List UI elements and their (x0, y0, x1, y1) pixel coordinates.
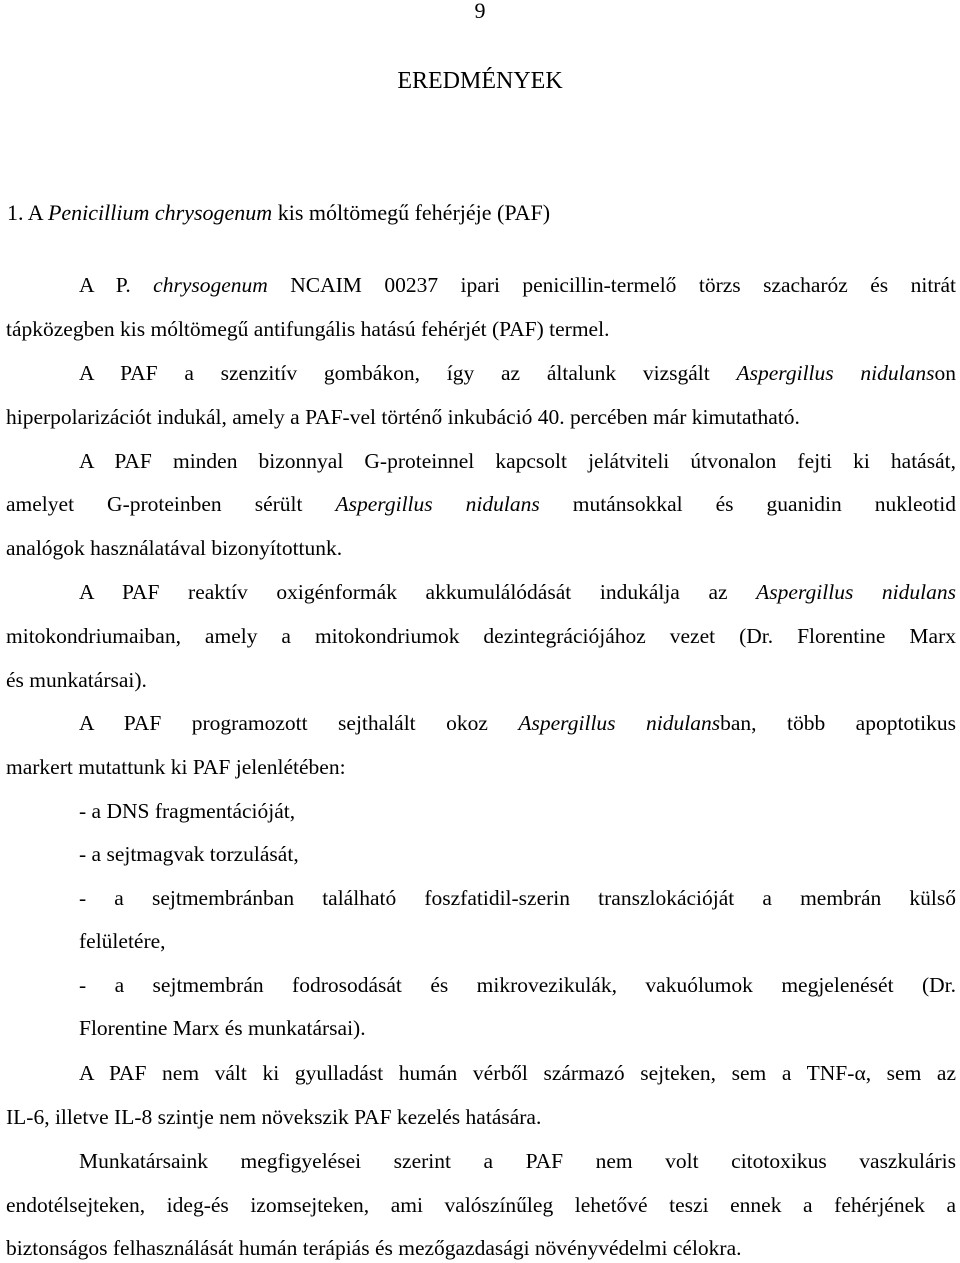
list-item: - a DNS fragmentációját, (79, 799, 296, 823)
list-item: - a sejtmembránban található foszfatidil-szerin transzlokációját a membrán külső (79, 886, 956, 910)
p4-line-3: és munkatársai). (6, 668, 147, 692)
list-item-continuation: Florentine Marx és munkatársai). (79, 1016, 366, 1040)
p2-line-1: A PAF a szenzitív gombákon, így az általunk vizsgált Aspergillus nidulanson (79, 361, 956, 385)
p1-line-1: A P. chrysogenum NCAIM 00237 ipari penicillin-termelő törzs szacharóz és nitrát (79, 273, 956, 297)
page-number: 9 (474, 0, 486, 23)
p7-line-3: biztonságos felhasználását humán terápiás és mezőgazdasági növényvédelmi célokra. (6, 1236, 742, 1260)
p3-line-1: A PAF minden bizonnyal G-proteinnel kapcsolt jelátviteli útvonalon fejti ki hatását, (79, 449, 956, 473)
list-item: - a sejtmagvak torzulását, (79, 842, 299, 866)
p3-line-2: amelyet G-proteinben sérült Aspergillus nidulans mutánsokkal és guanidin nukleotid (6, 492, 956, 516)
p6-line-1: A PAF nem vált ki gyulladást humán vérből származó sejteken, sem a TNF-α, sem az (79, 1061, 957, 1085)
p1-line-2: tápközegben kis móltömegű antifungális hatású fehérjét (PAF) termel. (6, 317, 610, 341)
p3-line-3: analógok használatával bizonyítottunk. (6, 536, 343, 560)
list-item-continuation: felületére, (79, 929, 166, 953)
section-heading: 1. A Penicillium chrysogenum kis móltömegű fehérjéje (PAF) (7, 200, 551, 225)
chapter-heading: EREDMÉNYEK (397, 68, 563, 94)
p7-line-1: Munkatársaink megfigyelései szerint a PAF nem volt citotoxikus vaszkuláris (79, 1149, 956, 1173)
p6-line-2: IL-6, illetve IL-8 szintje nem növekszik PAF kezelés hatására. (6, 1105, 542, 1129)
p5-line-1: A PAF programozott sejthalált okoz Aspergillus nidulansban, több apoptotikus (79, 711, 956, 735)
list-item: - a sejtmembrán fodrosodását és mikrovezikulák, vakuólumok megjelenését (Dr. (79, 973, 956, 997)
p4-line-1: A PAF reaktív oxigénformák akkumulálódását indukálja az Aspergillus nidulans (79, 580, 956, 604)
p7-line-2: endotélsejteken, ideg-és izomsejteken, ami valószínűleg lehetővé teszi ennek a fehérjének a (6, 1193, 956, 1217)
p4-line-2: mitokondriumaiban, amely a mitokondriumok dezintegrációjához vezet (Dr. Florentine Marx (6, 624, 956, 648)
p5-line-2: markert mutattunk ki PAF jelenlétében: (6, 755, 346, 779)
p2-line-2: hiperpolarizációt indukál, amely a PAF-vel történő inkubáció 40. percében már kimutatható. (6, 405, 800, 429)
